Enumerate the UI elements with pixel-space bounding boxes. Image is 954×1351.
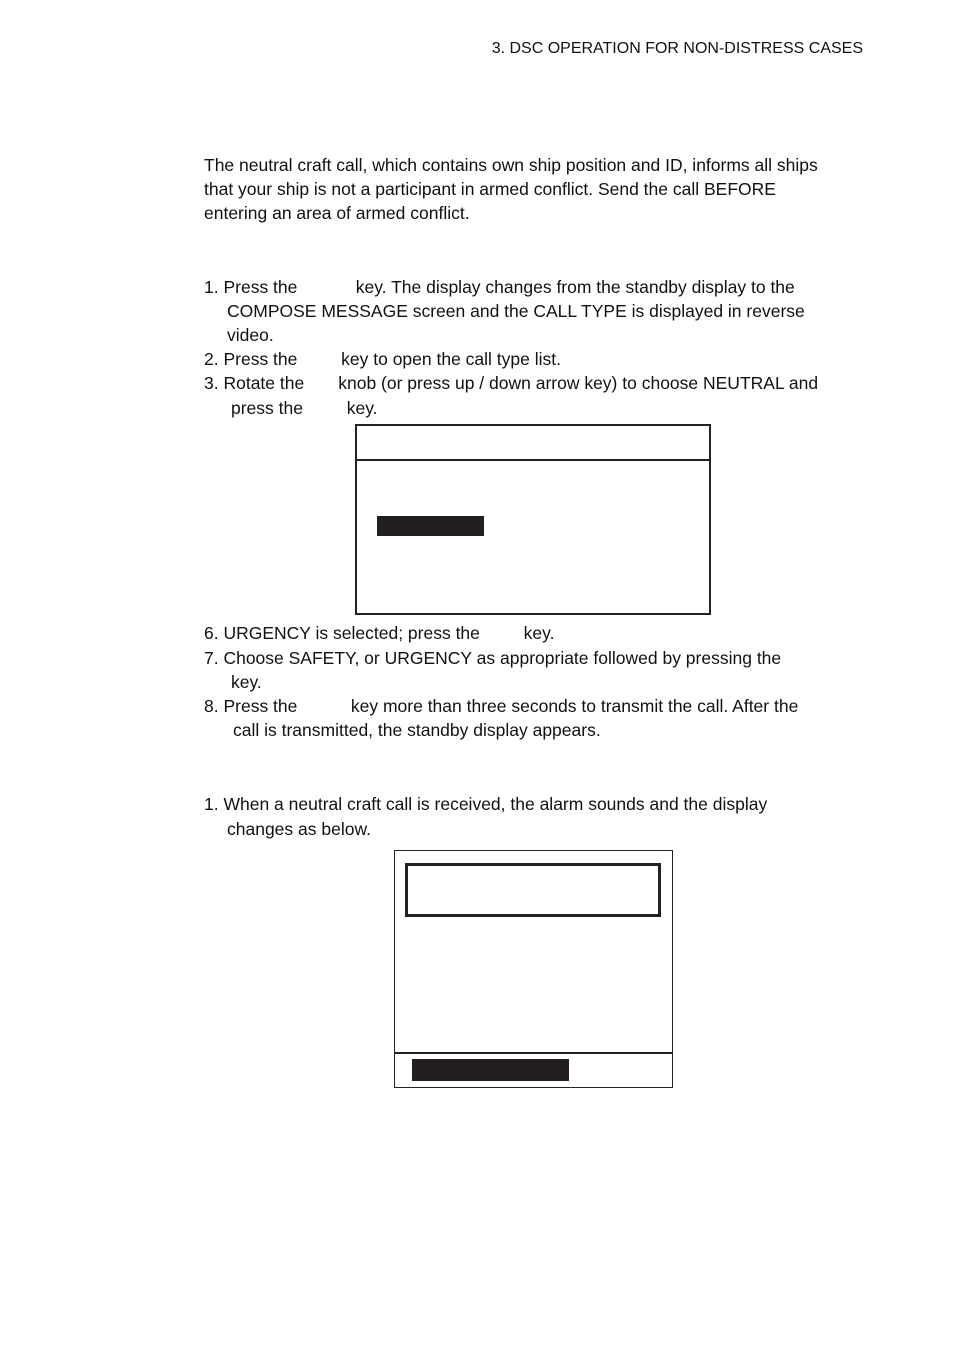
step-1-line: video. (227, 325, 274, 345)
step-3-line: press the key. (231, 398, 378, 418)
step-7-line: 7. Choose SAFETY, or URGENCY as appropriate followed by pressing the (204, 648, 782, 668)
screen-title-divider (357, 459, 709, 461)
step-6-line: 6. URGENCY is selected; press the key. (204, 623, 555, 643)
selected-softkey-highlight (412, 1059, 569, 1081)
intro-line: entering an area of armed conflict. (204, 203, 470, 223)
step-1-line: COMPOSE MESSAGE screen and the CALL TYPE is displayed in reverse (227, 301, 805, 321)
receive-step-1-line: changes as below. (227, 819, 371, 839)
intro-line: that your ship is not a participant in armed conflict. Send the call BEFORE (204, 179, 776, 199)
alert-frame (405, 863, 661, 917)
step-7-line: key. (231, 672, 262, 692)
step-2-line: 2. Press the key to open the call type list. (204, 349, 561, 369)
step-3-line: 3. Rotate the knob (or press up / down arrow key) to choose NEUTRAL and (204, 373, 819, 393)
step-8-line: 8. Press the key more than three seconds to transmit the call. After the (204, 696, 799, 716)
receive-step-1-line: 1. When a neutral craft call is received, the alarm sounds and the display (204, 794, 768, 814)
screen-bottom-divider (395, 1052, 672, 1054)
running-header: 3. DSC OPERATION FOR NON-DISTRESS CASES (491, 40, 863, 57)
step-1-line: 1. Press the key. The display changes from the standby display to the (204, 277, 795, 297)
selected-item-highlight (377, 516, 484, 536)
step-8-line: call is transmitted, the standby display appears. (233, 720, 601, 740)
intro-line: The neutral craft call, which contains own ship position and ID, informs all ships (204, 155, 818, 175)
